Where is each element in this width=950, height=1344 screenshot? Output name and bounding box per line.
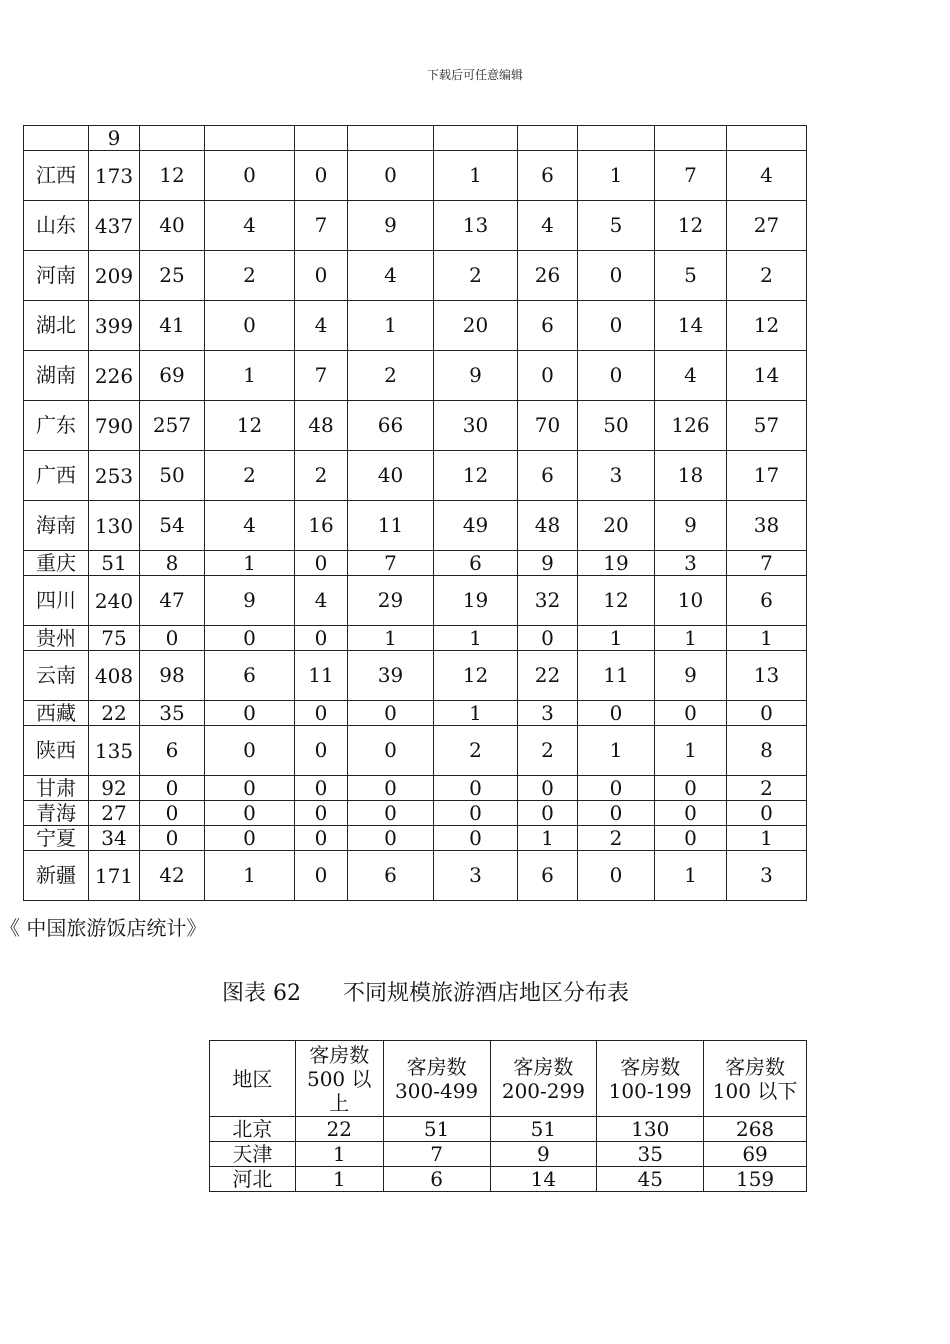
- total-cell: 226: [89, 351, 140, 401]
- value-cell: 0: [295, 726, 348, 776]
- value-cell: 20: [434, 301, 518, 351]
- value-cell: 1: [655, 851, 727, 901]
- region-cell: 河南: [24, 251, 89, 301]
- value-cell: 42: [140, 851, 205, 901]
- value-cell: 2: [205, 451, 295, 501]
- value-cell: 126: [655, 401, 727, 451]
- region-cell: 西藏: [24, 701, 89, 726]
- value-cell: 38: [727, 501, 807, 551]
- value-cell: 130: [597, 1117, 704, 1142]
- value-cell: 2: [727, 251, 807, 301]
- value-cell: 66: [348, 401, 434, 451]
- value-cell: 3: [655, 551, 727, 576]
- region-cell: 陕西: [24, 726, 89, 776]
- value-cell: 0: [205, 776, 295, 801]
- total-cell: 51: [89, 551, 140, 576]
- value-cell: 1: [578, 726, 655, 776]
- value-cell: 41: [140, 301, 205, 351]
- table-row: [24, 201, 807, 251]
- caption-title: 不同规模旅游酒店地区分布表: [343, 981, 630, 1006]
- value-cell: 0: [205, 826, 295, 851]
- value-cell: 9: [518, 551, 578, 576]
- value-cell: 0: [205, 801, 295, 826]
- value-cell: 0: [655, 826, 727, 851]
- value-cell: 5: [655, 251, 727, 301]
- value-cell: 19: [434, 576, 518, 626]
- region-cell: 河北: [210, 1167, 296, 1192]
- value-cell: 2: [727, 776, 807, 801]
- value-cell: 0: [655, 776, 727, 801]
- value-cell: 0: [295, 851, 348, 901]
- value-cell: 49: [434, 501, 518, 551]
- value-cell: 0: [205, 626, 295, 651]
- table-row: [24, 551, 807, 576]
- region-cell: 山东: [24, 201, 89, 251]
- value-cell: [578, 126, 655, 151]
- value-cell: 0: [295, 701, 348, 726]
- total-cell: 22: [89, 701, 140, 726]
- value-cell: 29: [348, 576, 434, 626]
- value-cell: 9: [205, 576, 295, 626]
- value-cell: 1: [348, 626, 434, 651]
- value-cell: 51: [490, 1117, 597, 1142]
- value-cell: 14: [727, 351, 807, 401]
- value-cell: [727, 126, 807, 151]
- total-cell: 408: [89, 651, 140, 701]
- value-cell: 0: [348, 801, 434, 826]
- total-cell: 27: [89, 801, 140, 826]
- value-cell: 4: [348, 251, 434, 301]
- value-cell: 39: [348, 651, 434, 701]
- value-cell: 1: [518, 826, 578, 851]
- value-cell: 0: [434, 826, 518, 851]
- value-cell: 69: [704, 1142, 807, 1167]
- value-cell: 3: [578, 451, 655, 501]
- region-cell: 青海: [24, 801, 89, 826]
- value-cell: 1: [348, 301, 434, 351]
- value-cell: 51: [383, 1117, 490, 1142]
- total-cell: 135: [89, 726, 140, 776]
- value-cell: 9: [655, 651, 727, 701]
- value-cell: 0: [205, 701, 295, 726]
- value-cell: 7: [348, 551, 434, 576]
- value-cell: 7: [295, 351, 348, 401]
- value-cell: 9: [434, 351, 518, 401]
- value-cell: 0: [518, 801, 578, 826]
- region-cell: 贵州: [24, 626, 89, 651]
- value-cell: 2: [434, 726, 518, 776]
- value-cell: 0: [295, 551, 348, 576]
- value-cell: 1: [655, 626, 727, 651]
- value-cell: 12: [205, 401, 295, 451]
- table-row: [24, 576, 807, 626]
- region-cell: 重庆: [24, 551, 89, 576]
- value-cell: 50: [140, 451, 205, 501]
- column-header: 客房数 200-299: [490, 1041, 597, 1117]
- table-row: [24, 826, 807, 851]
- value-cell: 4: [295, 576, 348, 626]
- value-cell: 7: [295, 201, 348, 251]
- total-cell: 130: [89, 501, 140, 551]
- value-cell: 0: [140, 801, 205, 826]
- value-cell: 6: [518, 451, 578, 501]
- value-cell: 40: [348, 451, 434, 501]
- region-cell: 广西: [24, 451, 89, 501]
- region-cell: 宁夏: [24, 826, 89, 851]
- value-cell: 6: [140, 726, 205, 776]
- value-cell: 0: [140, 826, 205, 851]
- table-row: [210, 1117, 807, 1142]
- value-cell: 4: [655, 351, 727, 401]
- value-cell: 4: [518, 201, 578, 251]
- value-cell: 2: [348, 351, 434, 401]
- hotel-size-distribution-table: [209, 1040, 807, 1192]
- value-cell: 40: [140, 201, 205, 251]
- table-row: [24, 401, 807, 451]
- value-cell: 0: [348, 151, 434, 201]
- value-cell: 1: [295, 1167, 383, 1192]
- value-cell: 3: [727, 851, 807, 901]
- region-cell: 云南: [24, 651, 89, 701]
- value-cell: [205, 126, 295, 151]
- region-cell: 江西: [24, 151, 89, 201]
- value-cell: 1: [727, 626, 807, 651]
- value-cell: 1: [578, 626, 655, 651]
- value-cell: 5: [578, 201, 655, 251]
- value-cell: 12: [578, 576, 655, 626]
- value-cell: 0: [578, 701, 655, 726]
- value-cell: 1: [434, 151, 518, 201]
- value-cell: 6: [434, 551, 518, 576]
- value-cell: 69: [140, 351, 205, 401]
- region-cell: 海南: [24, 501, 89, 551]
- column-header: 客房数 100 以下: [704, 1041, 807, 1117]
- value-cell: 54: [140, 501, 205, 551]
- value-cell: 159: [704, 1167, 807, 1192]
- value-cell: 6: [383, 1167, 490, 1192]
- value-cell: 257: [140, 401, 205, 451]
- value-cell: 6: [348, 851, 434, 901]
- value-cell: 1: [655, 726, 727, 776]
- value-cell: 14: [655, 301, 727, 351]
- value-cell: 11: [348, 501, 434, 551]
- total-cell: 209: [89, 251, 140, 301]
- column-header: 客房数 500 以上: [295, 1041, 383, 1117]
- region-cell: 湖南: [24, 351, 89, 401]
- value-cell: 50: [578, 401, 655, 451]
- value-cell: 0: [295, 801, 348, 826]
- value-cell: 4: [205, 201, 295, 251]
- value-cell: 12: [727, 301, 807, 351]
- value-cell: 1: [205, 351, 295, 401]
- value-cell: [295, 126, 348, 151]
- value-cell: 9: [490, 1142, 597, 1167]
- value-cell: 0: [578, 301, 655, 351]
- value-cell: 47: [140, 576, 205, 626]
- table-row: [24, 301, 807, 351]
- value-cell: 9: [655, 501, 727, 551]
- value-cell: 48: [518, 501, 578, 551]
- value-cell: 6: [727, 576, 807, 626]
- table-row: [24, 126, 807, 151]
- region-cell: [24, 126, 89, 151]
- value-cell: 32: [518, 576, 578, 626]
- region-cell: 四川: [24, 576, 89, 626]
- total-cell: 253: [89, 451, 140, 501]
- value-cell: 4: [295, 301, 348, 351]
- region-cell: 新疆: [24, 851, 89, 901]
- value-cell: 1: [434, 701, 518, 726]
- value-cell: 4: [727, 151, 807, 201]
- caption-label: 图表 62: [222, 981, 301, 1006]
- value-cell: 0: [295, 626, 348, 651]
- value-cell: 10: [655, 576, 727, 626]
- value-cell: 0: [348, 701, 434, 726]
- value-cell: 0: [434, 801, 518, 826]
- value-cell: 0: [578, 351, 655, 401]
- table-row: [24, 251, 807, 301]
- value-cell: [348, 126, 434, 151]
- value-cell: 12: [434, 451, 518, 501]
- value-cell: 0: [348, 726, 434, 776]
- value-cell: 17: [727, 451, 807, 501]
- region-cell: 广东: [24, 401, 89, 451]
- value-cell: 0: [434, 776, 518, 801]
- value-cell: 9: [348, 201, 434, 251]
- value-cell: 22: [295, 1117, 383, 1142]
- value-cell: 0: [727, 801, 807, 826]
- value-cell: 0: [348, 776, 434, 801]
- table-row: [24, 701, 807, 726]
- value-cell: 27: [727, 201, 807, 251]
- table-row: [210, 1167, 807, 1192]
- value-cell: 2: [205, 251, 295, 301]
- value-cell: 1: [205, 851, 295, 901]
- value-cell: 6: [518, 851, 578, 901]
- value-cell: 2: [295, 451, 348, 501]
- header-row: [210, 1041, 807, 1117]
- value-cell: 19: [578, 551, 655, 576]
- hotel-stats-table: [23, 125, 807, 901]
- total-cell: 171: [89, 851, 140, 901]
- value-cell: 70: [518, 401, 578, 451]
- value-cell: 13: [727, 651, 807, 701]
- value-cell: 11: [578, 651, 655, 701]
- value-cell: 2: [434, 251, 518, 301]
- value-cell: 0: [295, 151, 348, 201]
- table-row: [24, 626, 807, 651]
- value-cell: 6: [518, 151, 578, 201]
- value-cell: 0: [140, 626, 205, 651]
- value-cell: 4: [205, 501, 295, 551]
- source-note: 《 中国旅游饭店统计》: [0, 916, 207, 940]
- table-row: [24, 151, 807, 201]
- value-cell: 30: [434, 401, 518, 451]
- value-cell: 14: [490, 1167, 597, 1192]
- value-cell: 11: [295, 651, 348, 701]
- value-cell: 0: [140, 776, 205, 801]
- value-cell: 0: [205, 301, 295, 351]
- table-row: [24, 726, 807, 776]
- value-cell: 6: [518, 301, 578, 351]
- value-cell: 0: [578, 851, 655, 901]
- value-cell: 0: [578, 776, 655, 801]
- value-cell: 0: [578, 251, 655, 301]
- value-cell: 48: [295, 401, 348, 451]
- value-cell: 0: [295, 776, 348, 801]
- value-cell: 0: [655, 701, 727, 726]
- value-cell: 98: [140, 651, 205, 701]
- value-cell: 0: [348, 826, 434, 851]
- value-cell: 18: [655, 451, 727, 501]
- value-cell: 1: [205, 551, 295, 576]
- value-cell: 22: [518, 651, 578, 701]
- value-cell: 7: [727, 551, 807, 576]
- column-header: 客房数 300-499: [383, 1041, 490, 1117]
- value-cell: [655, 126, 727, 151]
- total-cell: 34: [89, 826, 140, 851]
- table-caption: [222, 976, 629, 1007]
- region-cell: 北京: [210, 1117, 296, 1142]
- value-cell: [434, 126, 518, 151]
- value-cell: 35: [597, 1142, 704, 1167]
- value-cell: 0: [727, 701, 807, 726]
- value-cell: 8: [727, 726, 807, 776]
- value-cell: 6: [205, 651, 295, 701]
- value-cell: 0: [295, 826, 348, 851]
- table-row: [24, 501, 807, 551]
- value-cell: 1: [578, 151, 655, 201]
- total-cell: 9: [89, 126, 140, 151]
- value-cell: 26: [518, 251, 578, 301]
- column-header: 地区: [210, 1041, 296, 1117]
- value-cell: 2: [578, 826, 655, 851]
- value-cell: 1: [295, 1142, 383, 1167]
- value-cell: 45: [597, 1167, 704, 1192]
- value-cell: 2: [518, 726, 578, 776]
- column-header: 客房数 100-199: [597, 1041, 704, 1117]
- value-cell: 7: [655, 151, 727, 201]
- table-row: [210, 1142, 807, 1167]
- table-row: [24, 801, 807, 826]
- value-cell: 0: [295, 251, 348, 301]
- value-cell: [140, 126, 205, 151]
- total-cell: 92: [89, 776, 140, 801]
- value-cell: 0: [518, 351, 578, 401]
- total-cell: 173: [89, 151, 140, 201]
- total-cell: 437: [89, 201, 140, 251]
- value-cell: 8: [140, 551, 205, 576]
- table-row: [24, 351, 807, 401]
- value-cell: 16: [295, 501, 348, 551]
- value-cell: [518, 126, 578, 151]
- value-cell: 268: [704, 1117, 807, 1142]
- value-cell: 0: [205, 726, 295, 776]
- table-row: [24, 451, 807, 501]
- total-cell: 240: [89, 576, 140, 626]
- value-cell: 57: [727, 401, 807, 451]
- value-cell: 0: [518, 626, 578, 651]
- value-cell: 12: [655, 201, 727, 251]
- region-cell: 天津: [210, 1142, 296, 1167]
- page-header-note: 下载后可任意编辑: [426, 68, 523, 82]
- region-cell: 湖北: [24, 301, 89, 351]
- value-cell: 3: [434, 851, 518, 901]
- value-cell: 35: [140, 701, 205, 726]
- value-cell: 7: [383, 1142, 490, 1167]
- value-cell: 0: [205, 151, 295, 201]
- table-row: [24, 651, 807, 701]
- value-cell: 0: [578, 801, 655, 826]
- table-row: [24, 776, 807, 801]
- value-cell: 25: [140, 251, 205, 301]
- value-cell: 1: [434, 626, 518, 651]
- total-cell: 790: [89, 401, 140, 451]
- table-row: [24, 851, 807, 901]
- value-cell: 0: [655, 801, 727, 826]
- value-cell: 20: [578, 501, 655, 551]
- region-cell: 甘肃: [24, 776, 89, 801]
- total-cell: 399: [89, 301, 140, 351]
- value-cell: 13: [434, 201, 518, 251]
- value-cell: 3: [518, 701, 578, 726]
- total-cell: 75: [89, 626, 140, 651]
- value-cell: 0: [518, 776, 578, 801]
- value-cell: 1: [727, 826, 807, 851]
- value-cell: 12: [434, 651, 518, 701]
- value-cell: 12: [140, 151, 205, 201]
